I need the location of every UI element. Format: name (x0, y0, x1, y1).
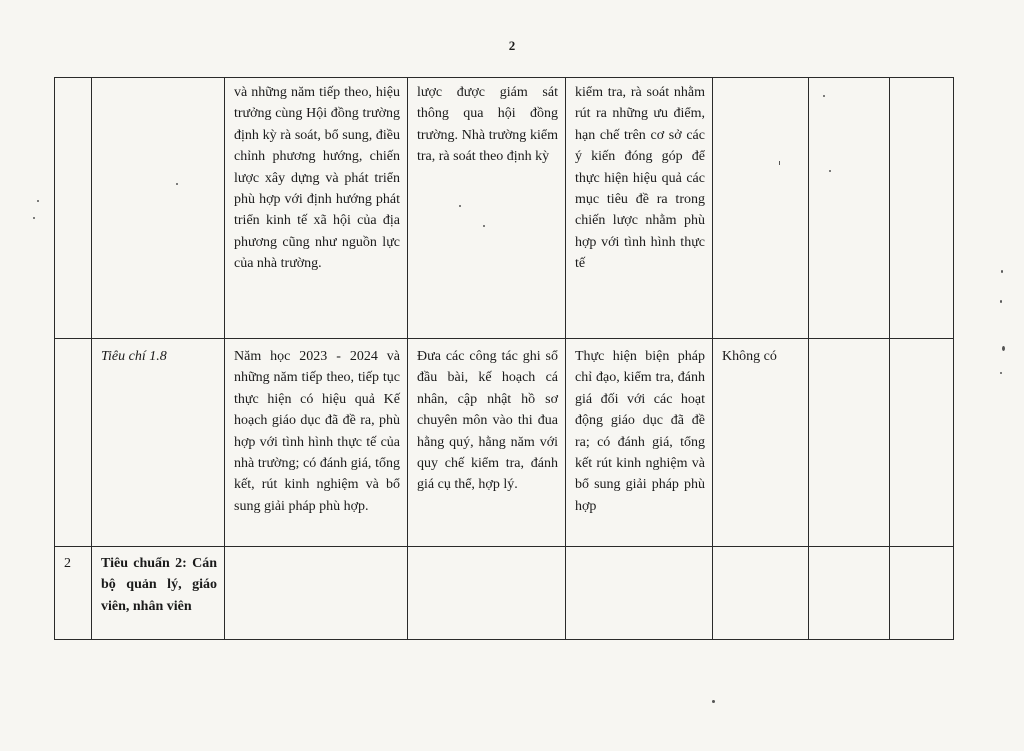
implementation-cell (566, 547, 713, 640)
scan-speck (1000, 372, 1002, 374)
scan-speck (37, 200, 39, 202)
criterion-cell: Tiêu chuẩn 2: Cán bộ quản lý, giáo viên, nhân viên (92, 547, 225, 640)
scan-speck (459, 205, 461, 207)
scan-speck (829, 170, 831, 172)
support-cell (713, 547, 809, 640)
row-number-cell (55, 339, 92, 547)
scan-speck (1001, 270, 1003, 273)
criterion-cell: Tiêu chí 1.8 (92, 339, 225, 547)
implementation-cell: Thực hiện biện pháp chỉ đạo, kiểm tra, đánh giá đối với các hoạt động giáo dục đã đề ra; có đánh giá, tổng kết rút kinh nghiệm và bổ sung giải pháp phù hợp (566, 339, 713, 547)
support-cell: Không có (713, 339, 809, 547)
note-cell (890, 547, 954, 640)
scan-speck (483, 225, 485, 227)
extra-cell (809, 547, 890, 640)
row-number-cell: 2 (55, 547, 92, 640)
measure-cell: Đưa các công tác ghi sổ đầu bài, kế hoạch cá nhân, cập nhật hồ sơ chuyên môn vào thi đua hằng quý, hằng năm với quy chế kiểm tra, đánh giá cụ thể, hợp lý. (408, 339, 566, 547)
scan-speck (779, 161, 780, 165)
scan-speck (176, 183, 178, 185)
plan-table (54, 77, 954, 640)
goal-cell: và những năm tiếp theo, hiệu trưởng cùng Hội đồng trường định kỳ rà soát, bổ sung, điều chỉnh phương hướng, chiến lược xây dựng và phát triển phù hợp với định hướng phát triển kinh tế xã hội của địa phương cũng như nguồn lực của nhà trường. (225, 78, 408, 339)
note-cell (890, 339, 954, 547)
measure-cell (408, 547, 566, 640)
scan-speck (823, 95, 825, 97)
row-number-cell (55, 78, 92, 339)
measure-cell: lược được giám sát thông qua hội đồng trường. Nhà trường kiểm tra, rà soát theo định kỳ (408, 78, 566, 339)
support-cell (713, 78, 809, 339)
implementation-cell: kiểm tra, rà soát nhằm rút ra những ưu điểm, hạn chế trên cơ sở các ý kiến đóng góp để thực hiện hiệu quả các mục tiêu đề ra trong chiến lược nhằm phù hợp với tình hình thực tế (566, 78, 713, 339)
scan-speck (1002, 346, 1005, 351)
table-row (55, 547, 954, 640)
extra-cell (809, 78, 890, 339)
note-cell (890, 78, 954, 339)
scan-speck (33, 217, 35, 219)
goal-cell: Năm học 2023 - 2024 và những năm tiếp theo, tiếp tục thực hiện có hiệu quả Kế hoạch giáo dục đã đề ra, phù hợp với tình hình thực tế của nhà trường; có đánh giá, tổng kết, rút kinh nghiệm và bổ sung giải pháp phù hợp. (225, 339, 408, 547)
table-row (55, 78, 954, 339)
scan-speck (1000, 300, 1002, 303)
goal-cell (225, 547, 408, 640)
criterion-cell (92, 78, 225, 339)
page-number: 2 (508, 38, 516, 53)
scan-speck (712, 700, 715, 703)
extra-cell (809, 339, 890, 547)
table-row (55, 339, 954, 547)
